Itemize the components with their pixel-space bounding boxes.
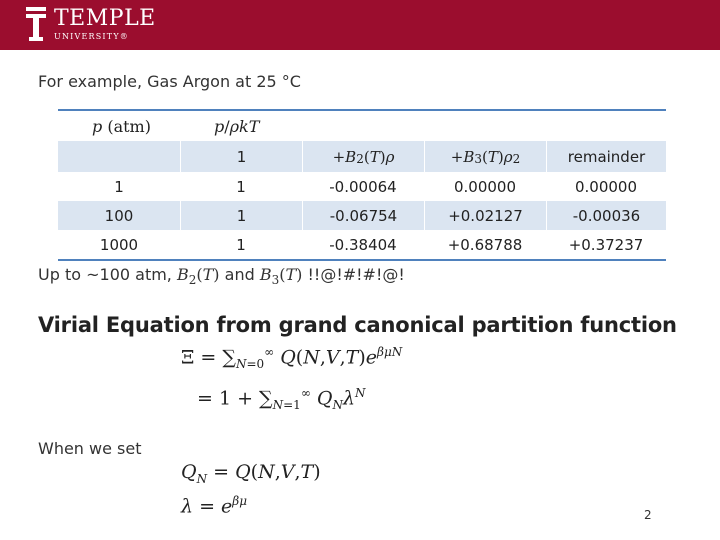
brand-name: TEMPLE	[54, 6, 156, 31]
table-cell: +0.02127	[424, 201, 546, 230]
when-text: When we set	[38, 439, 142, 458]
table-cell: 100	[104, 206, 134, 225]
header-cell: remainder	[546, 111, 666, 172]
header-compressibility: p/ρkT	[214, 117, 260, 136]
table-cell: -0.38404	[329, 235, 397, 254]
table-cell: 0.00000	[453, 177, 517, 196]
temple-logo	[26, 7, 156, 42]
equation-lambda: $\lambda = e^{\beta\mu}$	[181, 494, 248, 518]
upto-text: Up to ~100 atm, $B_2(T)$ and $B_3(T)$ !!@!#!#!@!	[38, 265, 405, 288]
equation-expansion: = $1 + \sum_{N=1}^\infty$ $Q_N\lambda^N$	[197, 386, 366, 413]
brand-subtitle: UNIVERSITY®	[54, 32, 130, 41]
table-cell: 1	[114, 177, 124, 196]
header-cell-b2: + B 2 ( T ) ρ	[302, 111, 424, 172]
table-cell: +0.37237	[568, 235, 644, 254]
header-cell: 1	[180, 111, 302, 172]
table-cell: -0.00036	[546, 201, 666, 230]
table-cell: -0.06754	[302, 201, 424, 230]
table-cell: 1	[236, 235, 246, 254]
header-banner	[0, 0, 720, 50]
table-row	[58, 201, 666, 230]
intro-text: For example, Gas Argon at 25 °C	[38, 72, 301, 91]
table-cell: +0.68788	[447, 235, 523, 254]
table-cell: 0.00000	[574, 177, 638, 196]
table-row	[58, 172, 666, 201]
table-cell: -0.00064	[329, 177, 397, 196]
table-cell: 1000	[99, 235, 139, 254]
temple-t-icon	[26, 7, 46, 41]
table-row	[58, 230, 666, 259]
table-cell: 1	[236, 177, 246, 196]
page-number: 2	[644, 508, 652, 522]
header-cell-b3: + B 3 ( T ) ρ 2	[424, 111, 546, 172]
equation-qn: $Q_N = Q(N,V,T)$	[181, 461, 321, 486]
header-pressure: p (atm)	[92, 117, 151, 136]
section-heading: Virial Equation from grand canonical partition function	[38, 313, 677, 337]
table-cell: 1	[180, 201, 302, 230]
equation-grand-partition: $\Xi = \sum_{N=0}^\infty$ $Q(N,V,T)e^{\beta\mu N}$	[181, 345, 403, 372]
